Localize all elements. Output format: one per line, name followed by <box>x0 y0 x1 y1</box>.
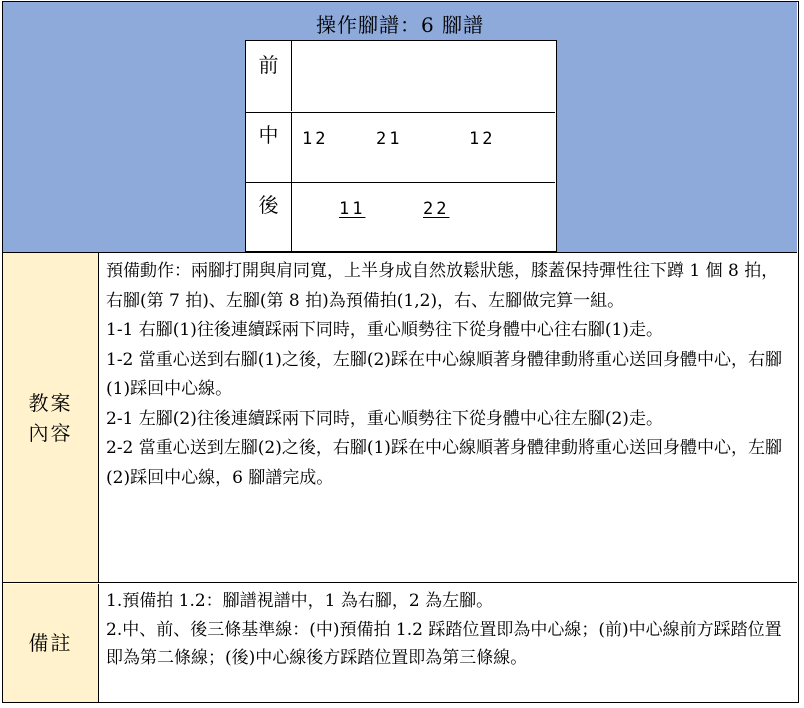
content-label-cell <box>3 253 99 582</box>
back-label: 後 <box>246 183 292 252</box>
middle-label: 中 <box>246 113 292 182</box>
content-paragraph: 1-2 當重心送到右腳(1)之後，左腳(2)踩在中心線順著身體律動將重心送回身體中心，右腳(1)踩回中心線。 <box>106 349 782 399</box>
notes-label: 備註 <box>28 631 73 655</box>
chart-row-middle <box>246 112 555 182</box>
content-paragraph: 1-1 右腳(1)往後連續踩兩下同時，重心順勢往下從身體中心往右腳(1)走。 <box>106 320 663 340</box>
middle-step: 21 <box>376 129 403 149</box>
content-section <box>3 253 797 583</box>
content-paragraph: 2-2 當重心送到左腳(2)之後，右腳(1)踩在中心線順著身體律動將重心送回身體中心，左腳(2)踩回中心線，6 腳譜完成。 <box>106 438 782 488</box>
front-cell <box>292 41 555 111</box>
back-step: 11 <box>339 199 366 219</box>
content-paragraph: 2-1 左腳(2)往後連續踩兩下同時，重心順勢往下從身體中心往左腳(2)走。 <box>106 408 663 429</box>
chart-row-back <box>246 182 555 252</box>
back-step: 22 <box>423 199 450 219</box>
note-item: 2.中、前、後三條基準線：(中)預備拍 1.2 踩踏位置即為中心線；(前)中心線前方踩踏位置即為第二條線；(後)中心線後方踩踏位置即為第三條線。 <box>106 619 782 668</box>
content-paragraph: 預備動作：兩腳打開與肩同寬，上半身成自然放鬆狀態，膝蓋保持彈性往下蹲 1 個 8 拍，右腳(第 7 拍)、左腳(第 8 拍)為預備拍(1,2)，右、左腳做完算一組。 <box>106 261 779 311</box>
note-item: 1.預備拍 1.2：腳譜視譜中，1 為右腳，2 為左腳。 <box>106 591 494 611</box>
notes-body <box>106 587 790 673</box>
middle-cell <box>292 113 555 182</box>
chart-row-front <box>246 41 555 111</box>
notes-section <box>3 584 797 702</box>
middle-step: 12 <box>302 129 329 149</box>
content-label: 教案 內容 <box>28 390 73 445</box>
front-label: 前 <box>246 41 292 111</box>
header-section <box>3 2 797 253</box>
step-chart <box>245 40 557 252</box>
lesson-table <box>2 1 799 703</box>
notes-label-cell <box>3 584 99 702</box>
page-title: 操作腳譜：6 腳譜 <box>315 13 485 37</box>
back-cell <box>292 183 555 252</box>
middle-step: 12 <box>469 129 496 149</box>
content-body <box>106 257 790 493</box>
